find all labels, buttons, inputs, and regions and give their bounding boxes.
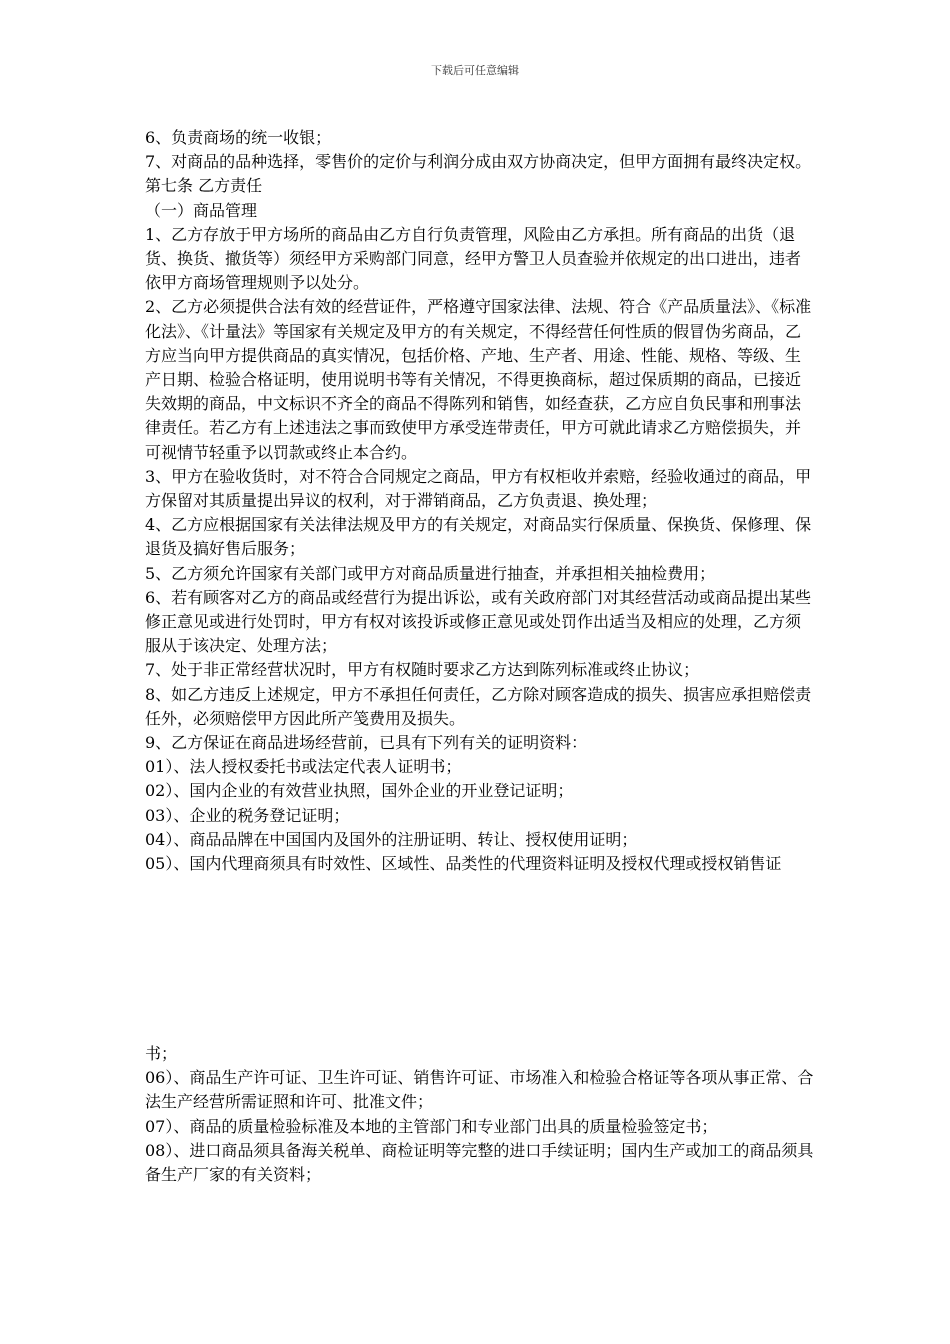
list-item: 08）、进口商品须具备海关税单、商检证明等完整的进口手续证明；国内生产或加工的商品须具备生产厂家的有关资料； [145,1140,814,1185]
paragraph: 5、乙方须允许国家有关部门或甲方对商品质量进行抽查，并承担相关抽检费用； [145,563,716,583]
document-body-section-2 [145,1042,815,1187]
paragraph: 书； [145,1044,178,1063]
paragraph: 9、乙方保证在商品进场经营前，已具有下列有关的证明资料： [145,733,588,753]
list-item: 04）、商品品牌在中国国内及国外的注册证明、转让、授权使用证明； [145,829,638,849]
paragraph: 4、乙方应根据国家有关法律法规及甲方的有关规定，对商品实行保质量、保换货、保修理、保退货及搞好售后服务； [145,515,812,559]
document-body-section-1 [145,126,815,876]
paragraph: 1、乙方存放于甲方场所的商品由乙方自行负责管理，风险由乙方承担。所有商品的出货（退货、换货、撤货等）须经甲方采购部门同意，经甲方警卫人员查验并依规定的出口进出，违者依甲方商场管理规则予以处分。 [145,224,802,293]
paragraph: 6、若有顾客对乙方的商品或经营行为提出诉讼，或有关政府部门对其经营活动或商品提出某些修正意见或进行处罚时，甲方有权对该投诉或修正意见或处罚作出适当及相应的处理，乙方须服从于该决定、处理方法； [145,587,812,656]
list-item: 07）、商品的质量检验标准及本地的主管部门和专业部门出具的质量检验签定书； [145,1116,718,1136]
paragraph: 7、处于非正常经营状况时，甲方有权随时要求乙方达到陈列标准或终止协议； [145,660,700,680]
paragraph: 7、对商品的品种选择，零售价的定价与利润分成由双方协商决定，但甲方面拥有最终决定权。 [145,152,812,172]
subsection-heading: （一）商品管理 [145,200,258,220]
article-heading: 第七条 乙方责任 [145,176,263,196]
paragraph: 3、甲方在验收货时，对不符合合同规定之商品，甲方有权柜收并索赔，经验收通过的商品，甲方保留对其质量提出异议的权利，对于滞销商品，乙方负责退、换处理； [145,466,812,511]
paragraph: 2、乙方必须提供合法有效的经营证件，严格遵守国家法律、法规、符合《产品质量法》、《标准化法》、《计量法》等国家有关规定及甲方的有关规定，不得经营任何性质的假冒伪劣商品，乙方应当向甲方提供商品的真实情况，包括价格、产地、生产者、用途、性能、规格、等级、生产日期、检验合格证明，使用说明书等有关情况，不得更换商标，超过保质期的商品，已接近失效期的商品，中文标识不齐全的商品不得陈列和销售，如经查获，乙方应自负民事和刑事法律责任。若乙方有上述违法之事而致使甲方承受连带责任，甲方可就此请求乙方赔偿损失，并可视情节轻重予以罚款或终止本合约。 [145,297,812,462]
list-item: 03）、企业的税务登记证明； [145,805,350,825]
paragraph: 6、负责商场的统一收银； [145,128,332,147]
list-item: 06）、商品生产许可证、卫生许可证、销售许可证、市场准入和检验合格证等各项从事正常、合法生产经营所需证照和许可、批准文件； [145,1068,814,1112]
list-item: 05）、国内代理商须具有时效性、区域性、品类性的代理资料证明及授权代理或授权销售证 [145,854,782,874]
page-header: 下载后可任意编辑 [431,64,519,77]
paragraph: 8、如乙方违反上述规定，甲方不承担任何责任，乙方除对顾客造成的损失、损害应承担赔偿责任外，必须赔偿甲方因此所产笺费用及损失。 [145,684,812,728]
list-item: 01）、法人授权委托书或法定代表人证明书； [145,757,462,777]
list-item: 02）、国内企业的有效营业执照，国外企业的开业登记证明； [145,781,574,801]
